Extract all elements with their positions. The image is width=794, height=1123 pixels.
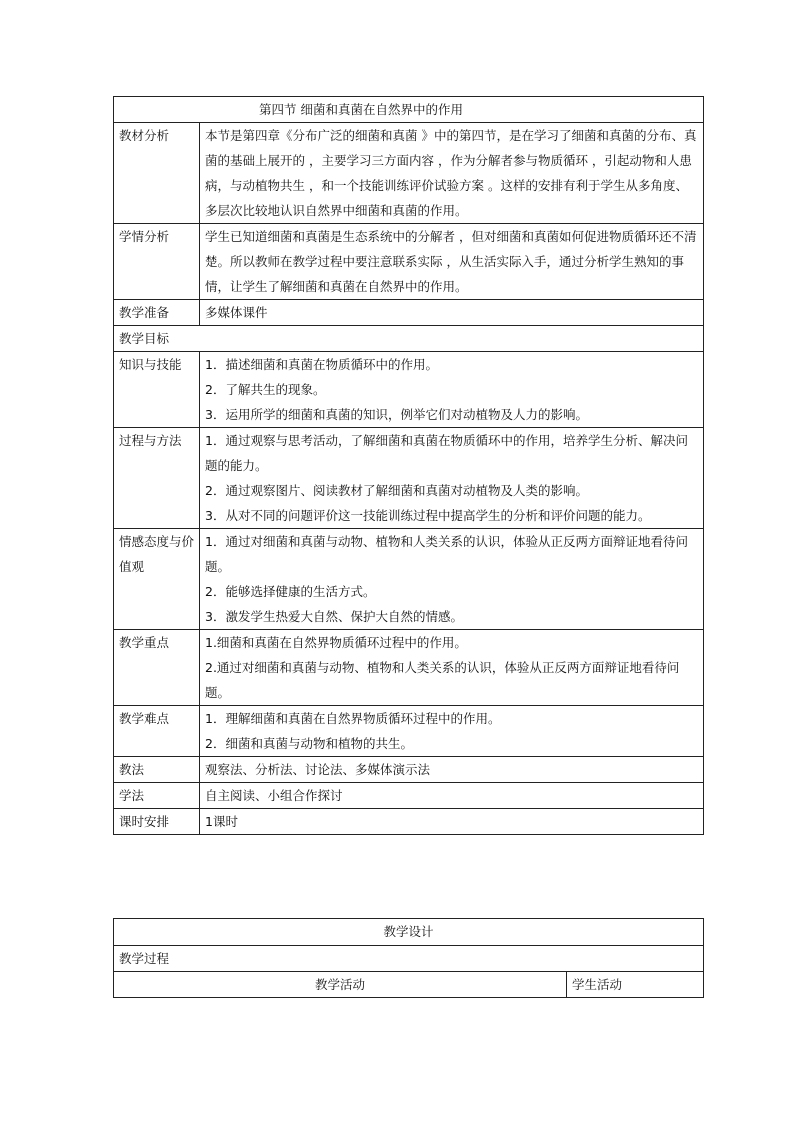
row-label: 学法	[114, 783, 200, 809]
content-line: 2．能够选择健康的生活方式。	[205, 584, 376, 599]
goals-header-row	[114, 326, 704, 352]
row-label: 课时安排	[114, 809, 200, 835]
plan-row	[114, 123, 704, 224]
design-title: 教学设计	[114, 919, 704, 946]
content-line: 2．了解共生的现象。	[205, 382, 326, 397]
row-content	[200, 352, 704, 428]
row-content	[200, 809, 704, 835]
plan-row	[114, 352, 704, 428]
row-content	[200, 224, 704, 300]
content-line: 1．理解细菌和真菌在自然界物质循环过程中的作用。	[205, 711, 501, 726]
content-line: 2．细菌和真菌与动物和植物的共生。	[205, 736, 413, 751]
row-label: 教材分析	[114, 123, 200, 224]
row-content	[200, 783, 704, 809]
design-columns-row	[114, 972, 704, 998]
row-label: 教学难点	[114, 706, 200, 757]
content-line: 本节是第四章《分布广泛的细菌和真菌 》中的第四节，是在学习了细菌和真菌的分布、真菌的基础上展开的 ，主要学习三方面内容 ，作为分解者参与物质循环 ，引起动物和人患病，与动植物共生 ，和一个技能训练评价试验方案 。这样的安排有利于学生从多角度、多层次比较地认识自然界中细菌和真菌的作用。	[205, 128, 697, 218]
content-line: 3．从对不同的问题评价这一技能训练过程中提高学生的分析和评价问题的能力。	[205, 508, 651, 523]
row-content	[200, 123, 704, 224]
row-content	[200, 529, 704, 630]
content-line: 自主阅读、小组合作探讨	[205, 788, 343, 803]
plan-row	[114, 757, 704, 783]
content-line: 观察法、分析法、讨论法、多媒体演示法	[205, 762, 431, 777]
student-activity-header: 学生活动	[567, 972, 704, 998]
plan-row	[114, 783, 704, 809]
row-label: 情感态度与价值观	[114, 529, 200, 630]
content-line: 1．通过对细菌和真菌与动物、植物和人类关系的认识，体验从正反两方面辩证地看待问题。	[205, 534, 688, 574]
content-line: 学生已知道细菌和真菌是生态系统中的分解者 ，但对细菌和真菌如何促进物质循环还不清楚。所以教师在教学过程中要注意联系实际 ，从生活实际入手，通过分析学生熟知的事情，让学生了解细菌和真菌在自然界中的作用。	[205, 229, 697, 294]
content-line: 3．激发学生热爱大自然、保护大自然的情感。	[205, 609, 463, 624]
row-label: 教学重点	[114, 630, 200, 706]
teacher-activity-header: 教学活动	[114, 972, 567, 998]
content-line: 2．通过观察图片、阅读教材了解细菌和真菌对动植物及人类的影响。	[205, 483, 588, 498]
plan-row	[114, 706, 704, 757]
lesson-plan-table	[113, 96, 704, 835]
lesson-plan-body	[114, 97, 704, 835]
row-content	[200, 706, 704, 757]
row-content	[200, 630, 704, 706]
row-label: 过程与方法	[114, 428, 200, 529]
design-process-row	[114, 946, 704, 972]
content-line: 1．通过观察与思考活动，了解细菌和真菌在物质循环中的作用，培养学生分析、解决问题的能力。	[205, 433, 688, 473]
plan-row	[114, 300, 704, 326]
goals-header: 教学目标	[114, 326, 704, 352]
plan-row	[114, 529, 704, 630]
plan-title-row	[114, 97, 704, 123]
content-line: 1.细菌和真菌在自然界物质循环过程中的作用。	[205, 635, 467, 650]
teaching-design-table	[113, 918, 704, 998]
row-label: 教学准备	[114, 300, 200, 326]
plan-row	[114, 428, 704, 529]
plan-title: 第四节 细菌和真菌在自然界中的作用	[114, 97, 704, 123]
design-process-label: 教学过程	[114, 946, 704, 972]
content-line: 1课时	[205, 814, 238, 829]
row-label: 知识与技能	[114, 352, 200, 428]
plan-row	[114, 809, 704, 835]
design-title-row	[114, 919, 704, 946]
row-content	[200, 757, 704, 783]
row-label: 学情分析	[114, 224, 200, 300]
content-line: 2.通过对细菌和真菌与动物、植物和人类关系的认识，体验从正反两方面辩证地看待问题。	[205, 660, 680, 700]
row-label: 教法	[114, 757, 200, 783]
content-line: 1．描述细菌和真菌在物质循环中的作用。	[205, 357, 438, 372]
content-line: 3．运用所学的细菌和真菌的知识，例举它们对动植物及人力的影响。	[205, 407, 588, 422]
content-line: 多媒体课件	[205, 305, 268, 320]
plan-row	[114, 224, 704, 300]
row-content	[200, 428, 704, 529]
row-content	[200, 300, 704, 326]
plan-row	[114, 630, 704, 706]
